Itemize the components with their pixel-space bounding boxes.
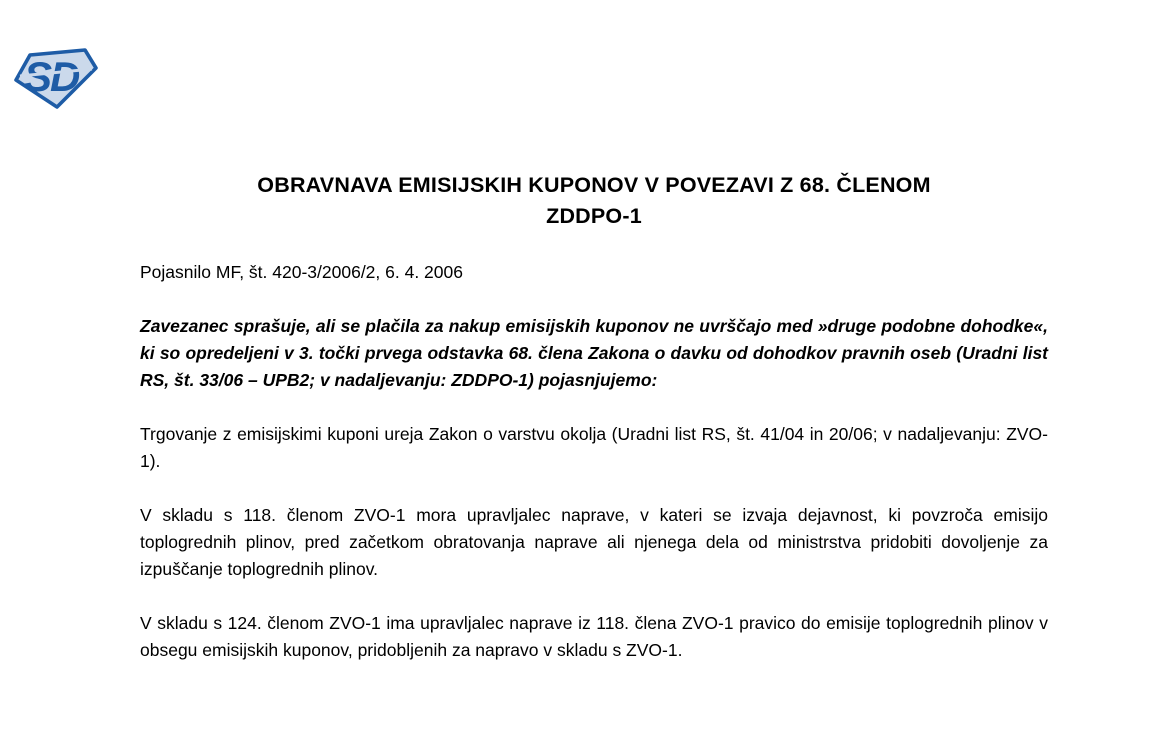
paragraph-body-3: V skladu s 124. členom ZVO-1 ima upravljalec naprave iz 118. člena ZVO-1 pravico do emisije toplogrednih plinov v obsegu emisijskih kuponov, pridobljenih za napravo v skladu s ZVO-1. [140, 613, 1048, 660]
document-title-line-1: OBRAVNAVA EMISIJSKIH KUPONOV V POVEZAVI Z 68. ČLENOM [257, 173, 931, 197]
document-content [140, 170, 1048, 691]
document-title-line-2: ZDDPO-1 [546, 204, 642, 228]
sd-logo-letters: SD [24, 53, 79, 100]
document-title [140, 170, 1048, 232]
paragraph-body-1: Trgovanje z emisijskimi kuponi ureja Zakon o varstvu okolja (Uradni list RS, št. 41/04 in 20/06; v nadaljevanju: ZVO-1). [140, 424, 1048, 471]
sd-logo-icon [14, 47, 100, 111]
paragraph-body-2: V skladu s 118. členom ZVO-1 mora upravljalec naprave, v kateri se izvaja dejavnost, ki povzroča emisijo toplogrednih plinov, pred začetkom obratovanja naprave ali njenega dela od ministrstva pridobiti dovoljenje za izpuščanje toplogrednih plinov. [140, 505, 1048, 579]
paragraph-question: Zavezanec sprašuje, ali se plačila za nakup emisijskih kuponov ne uvrščajo med »druge podobne dohodke«, ki so opredeljeni v 3. točki prvega odstavka 68. člena Zakona o davku od dohodkov pravnih oseb (Uradni list RS, št. 33/06 – UPB2; v nadaljevanju: ZDDPO-1) pojasnjujemo: [140, 316, 1048, 390]
reference-line: Pojasnilo MF, št. 420-3/2006/2, 6. 4. 2006 [140, 262, 463, 282]
